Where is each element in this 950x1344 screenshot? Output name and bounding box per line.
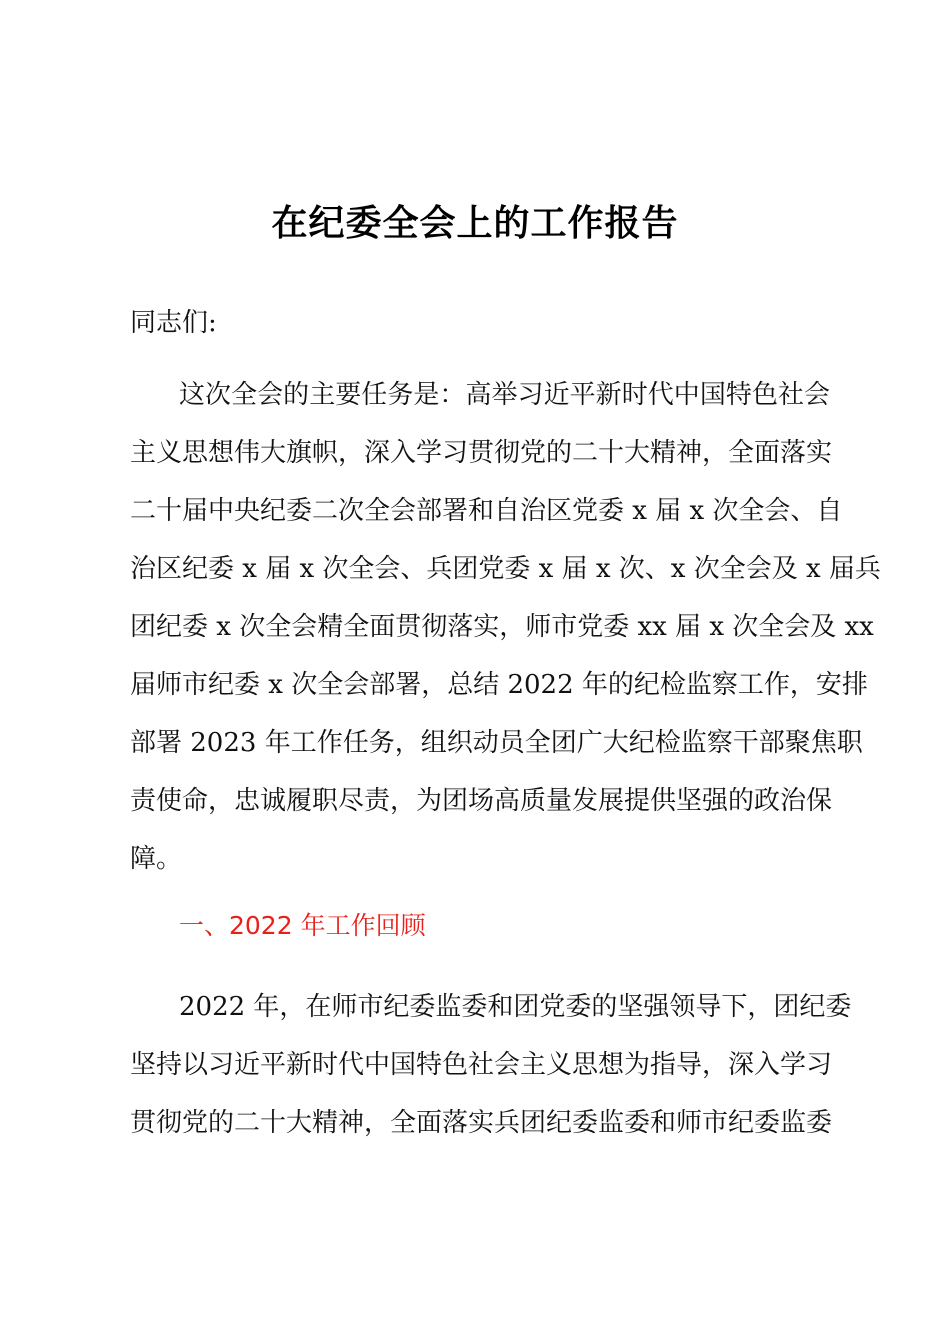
paragraph-line: 这次全会的主要任务是：高举习近平新时代中国特色社会 [179,380,830,410]
paragraph-main-tasks [130,366,881,888]
document-title: 在纪委全会上的工作报告 [271,202,679,244]
paragraph-line: 2022 年，在师市纪委监委和团党委的坚强领导下，团纪委 [179,992,852,1022]
paragraph-line: 届师市纪委 x 次全会部署，总结 2022 年的纪检监察工作，安排 [130,670,868,700]
paragraph-line: 障。 [130,844,183,874]
paragraph-line: 二十届中央纪委二次全会部署和自治区党委 x 届 x 次全会、自 [130,496,843,526]
paragraph-line: 坚持以习近平新时代中国特色社会主义思想为指导，深入学习 [130,1050,833,1080]
paragraph-line: 部署 2023 年工作任务，组织动员全团广大纪检监察干部聚焦职 [130,728,863,758]
paragraph-line: 主义思想伟大旗帜，深入学习贯彻党的二十大精神，全面落实 [130,438,833,468]
paragraph-review [130,978,852,1152]
section-heading: 一、2022 年工作回顾 [179,911,426,940]
salutation: 同志们: [130,308,217,338]
paragraph-line: 责使命，忠诚履职尽责，为团场高质量发展提供坚强的政治保 [130,786,833,816]
paragraph-line: 治区纪委 x 届 x 次全会、兵团党委 x 届 x 次、x 次全会及 x 届兵 [130,554,881,584]
paragraph-line: 团纪委 x 次全会精全面贯彻落实，师市党委 xx 届 x 次全会及 xx [130,612,874,642]
paragraph-line: 贯彻党的二十大精神，全面落实兵团纪委监委和师市纪委监委 [130,1108,833,1138]
